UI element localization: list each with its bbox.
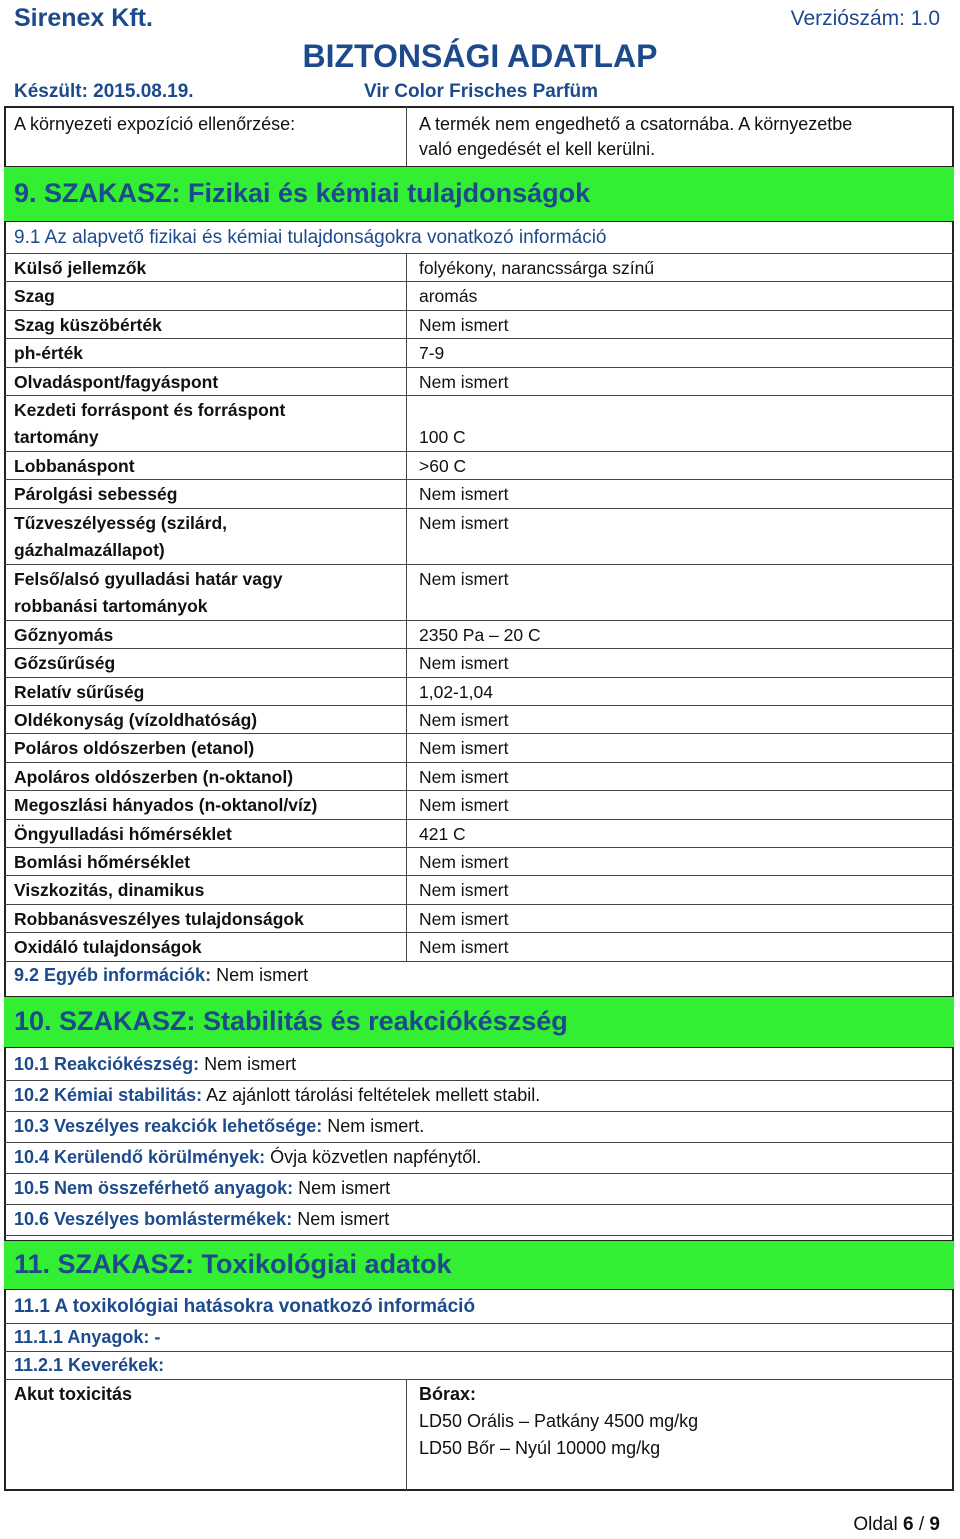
- property-label: Öngyulladási hőmérséklet: [14, 823, 232, 844]
- property-label: Megoszlási hányados (n-oktanol/víz): [14, 795, 318, 816]
- section9-heading-bar: [4, 166, 954, 222]
- property-label: Felső/alsó gyulladási határ vagy: [14, 568, 283, 589]
- property-label-cont: robbanási tartományok: [14, 595, 208, 616]
- reactivity-text: [14, 1178, 390, 1199]
- product-name: Vir Color Frisches Parfüm: [364, 81, 599, 102]
- property-value: Nem ismert: [419, 738, 509, 759]
- column-divider: [406, 480, 407, 508]
- acute-line-oral: LD50 Orális – Patkány 4500 mg/kg: [419, 1411, 699, 1431]
- reactivity-text: [14, 1085, 540, 1106]
- property-label: Oxidáló tulajdonságok: [14, 937, 202, 958]
- reactivity-value: Nem ismert: [297, 1209, 390, 1229]
- property-value: aromás: [419, 286, 478, 307]
- property-row: [4, 763, 954, 791]
- property-value: Nem ismert: [419, 371, 509, 392]
- property-value: Nem ismert: [419, 512, 509, 533]
- property-label: Relatív sűrűség: [14, 681, 145, 702]
- property-value: Nem ismert: [419, 766, 509, 787]
- column-divider: [406, 1380, 407, 1491]
- section10-heading-bar: [4, 996, 954, 1048]
- column-divider: [406, 791, 407, 819]
- property-label: Tűzveszélyesség (szilárd,: [14, 512, 228, 533]
- column-divider: [406, 254, 407, 282]
- property-label: Oldékonyság (vízoldhatóság): [14, 710, 258, 730]
- column-divider: [406, 678, 407, 706]
- column-divider: [406, 706, 407, 734]
- column-divider: [406, 621, 407, 649]
- property-row: [4, 565, 954, 621]
- property-row: [4, 509, 954, 565]
- reactivity-value: Az ajánlott tárolási feltételek mellett stabil.: [206, 1085, 541, 1105]
- property-label: Kezdeti forráspont és forráspont: [14, 400, 286, 420]
- property-value: 421 C: [419, 823, 466, 844]
- property-value: 1,02-1,04: [419, 681, 493, 702]
- acute-line-dermal: LD50 Bőr – Nyúl 10000 mg/kg: [419, 1438, 661, 1458]
- column-divider: [406, 848, 407, 876]
- other-info: [14, 965, 308, 986]
- property-row: [4, 621, 954, 649]
- property-value: Nem ismert: [419, 852, 509, 872]
- property-label: Poláros oldószerben (etanol): [14, 738, 255, 759]
- property-value: Nem ismert: [419, 937, 509, 958]
- property-row: [4, 678, 954, 706]
- property-label: Gőznyomás: [14, 624, 114, 645]
- section11-heading-bar: [4, 1240, 954, 1290]
- reactivity-text: [14, 1054, 296, 1075]
- property-label: Apoláros oldószerben (n-oktanol): [14, 766, 294, 787]
- column-divider: [406, 763, 407, 791]
- property-row: [4, 649, 954, 677]
- property-label-cont: gázhalmazállapot): [14, 539, 165, 560]
- column-divider: [406, 734, 407, 762]
- property-label: Gőzsűrűség: [14, 653, 116, 674]
- reactivity-label: 10.1 Reakciókészség:: [14, 1054, 200, 1074]
- property-label-cont: tartomány: [14, 427, 99, 447]
- reactivity-value: Nem ismert: [204, 1054, 297, 1074]
- acute-toxicity-row: [4, 1380, 954, 1491]
- reactivity-value: Nem ismert.: [327, 1116, 425, 1136]
- property-row: [4, 254, 954, 282]
- reactivity-item: [4, 1143, 954, 1174]
- exposure-label: A környezeti expozíció ellenőrzése:: [14, 114, 296, 134]
- property-label: Bomlási hőmérséklet: [14, 852, 191, 872]
- page-total: 9: [929, 1514, 940, 1535]
- other-info-label: 9.2 Egyéb információk:: [14, 965, 212, 985]
- property-label: Párolgási sebesség: [14, 484, 178, 505]
- property-row: [4, 396, 954, 452]
- reactivity-label: 10.4 Kerülendő körülmények:: [14, 1147, 266, 1167]
- reactivity-text: [14, 1209, 389, 1230]
- reactivity-item: [4, 1081, 954, 1112]
- reactivity-item: [4, 1174, 954, 1205]
- reactivity-label: 10.5 Nem összeférhető anyagok:: [14, 1178, 294, 1198]
- property-row: [4, 848, 954, 876]
- column-divider: [406, 820, 407, 848]
- reactivity-value: Óvja közvetlen napfénytől.: [270, 1147, 482, 1167]
- column-divider: [406, 368, 407, 396]
- created-date: Készült: 2015.08.19.: [14, 81, 194, 102]
- mixtures-label: 11.2.1 Keverékek:: [14, 1355, 165, 1375]
- property-value: >60 C: [419, 456, 467, 476]
- property-label: Szag küszöbérték: [14, 314, 162, 335]
- property-row: [4, 480, 954, 508]
- property-row: [4, 452, 954, 480]
- property-row: [4, 876, 954, 904]
- version-number: Verziószám: 1.0: [790, 7, 940, 30]
- exposure-value-line2: való engedését el kell kerülni.: [419, 139, 656, 159]
- reactivity-item: [4, 1050, 954, 1081]
- property-value: Nem ismert: [419, 880, 509, 901]
- property-row: [4, 933, 954, 961]
- property-value: Nem ismert: [419, 908, 509, 929]
- property-label: Viszkozitás, dinamikus: [14, 880, 205, 901]
- document-title: BIZTONSÁGI ADATLAP: [302, 38, 658, 74]
- reactivity-label: 10.3 Veszélyes reakciók lehetősége:: [14, 1116, 323, 1136]
- company-name: Sirenex Kft.: [14, 4, 153, 32]
- column-divider: [406, 452, 407, 480]
- page-prefix: Oldal: [853, 1514, 898, 1535]
- section10-heading: 10. SZAKASZ: Stabilitás és reakciókészség: [14, 1006, 568, 1036]
- toxicology-info-heading: 11.1 A toxikológiai hatásokra vonatkozó információ: [14, 1296, 476, 1317]
- exposure-value-line1: A termék nem engedhető a csatornába. A környezetbe: [419, 114, 853, 134]
- property-value: Nem ismert: [419, 314, 509, 335]
- page-separator: /: [918, 1514, 925, 1535]
- substances-row: [4, 1324, 954, 1352]
- reactivity-item: [4, 1205, 954, 1236]
- property-value: Nem ismert: [419, 710, 509, 730]
- column-divider: [406, 106, 407, 166]
- column-divider: [406, 565, 407, 621]
- section9-subheading: 9.1 Az alapvető fizikai és kémiai tulajdonságokra vonatkozó információ: [14, 227, 607, 248]
- section11-heading: 11. SZAKASZ: Toxikológiai adatok: [14, 1249, 452, 1279]
- property-row: [4, 791, 954, 819]
- property-label: Robbanásveszélyes tulajdonságok: [14, 908, 304, 929]
- property-label: ph-érték: [14, 343, 84, 364]
- property-row: [4, 905, 954, 933]
- toxicology-info-row: [4, 1290, 954, 1324]
- acute-substance: Bórax:: [419, 1384, 477, 1404]
- property-row: [4, 339, 954, 367]
- reactivity-text: [14, 1147, 481, 1168]
- property-value: Nem ismert: [419, 653, 509, 674]
- page-current: 6: [903, 1514, 914, 1535]
- column-divider: [406, 876, 407, 904]
- property-row: [4, 734, 954, 762]
- property-row: [4, 311, 954, 339]
- column-divider: [406, 311, 407, 339]
- column-divider: [406, 396, 407, 452]
- reactivity-text: [14, 1116, 424, 1137]
- property-row: [4, 706, 954, 734]
- property-value: Nem ismert: [419, 568, 509, 589]
- other-info-value: Nem ismert: [216, 965, 309, 985]
- property-row: [4, 368, 954, 396]
- property-value: 2350 Pa – 20 C: [419, 624, 541, 645]
- property-label: Külső jellemzők: [14, 258, 147, 278]
- acute-toxicity-label: Akut toxicitás: [14, 1384, 133, 1404]
- property-value: folyékony, narancssárga színű: [419, 258, 655, 278]
- exposure-control-row: [4, 106, 954, 166]
- column-divider: [406, 509, 407, 565]
- section9-subheading-row: [4, 222, 954, 254]
- section9-heading: 9. SZAKASZ: Fizikai és kémiai tulajdonságok: [14, 178, 591, 208]
- mixtures-row: [4, 1352, 954, 1380]
- property-label: Szag: [14, 286, 55, 307]
- property-row: [4, 282, 954, 310]
- property-value: 100 C: [419, 427, 466, 447]
- column-divider: [406, 905, 407, 933]
- substances-label: 11.1.1 Anyagok: -: [14, 1327, 161, 1347]
- page-number: [853, 1514, 940, 1536]
- column-divider: [406, 649, 407, 677]
- property-label: Olvadáspont/fagyáspont: [14, 371, 219, 392]
- property-value: Nem ismert: [419, 795, 509, 816]
- column-divider: [406, 339, 407, 367]
- property-row: [4, 820, 954, 848]
- property-value: Nem ismert: [419, 484, 509, 505]
- reactivity-label: 10.6 Veszélyes bomlástermékek:: [14, 1209, 293, 1229]
- property-label: Lobbanáspont: [14, 456, 135, 476]
- reactivity-item: [4, 1112, 954, 1143]
- reactivity-value: Nem ismert: [298, 1178, 391, 1198]
- column-divider: [406, 933, 407, 961]
- reactivity-label: 10.2 Kémiai stabilitás:: [14, 1085, 203, 1105]
- column-divider: [406, 282, 407, 310]
- property-value: 7-9: [419, 343, 445, 364]
